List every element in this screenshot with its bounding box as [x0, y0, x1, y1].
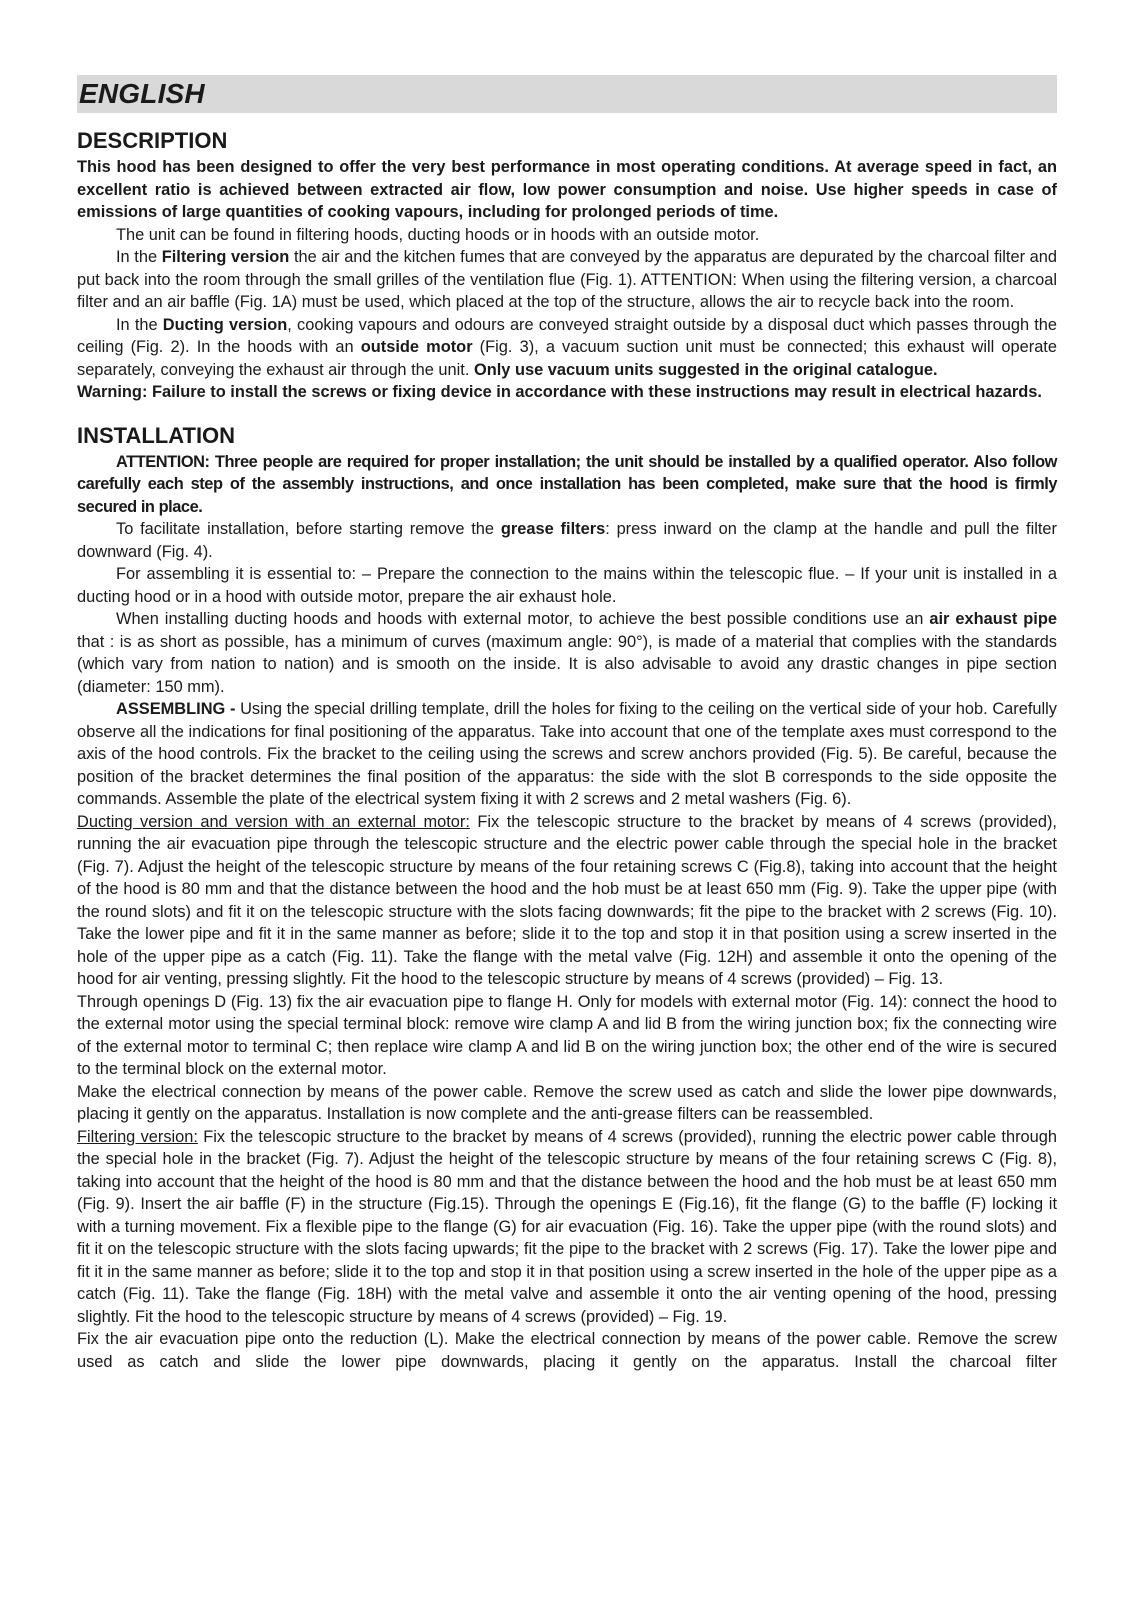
underlined-term-filtering-version: Filtering version: [77, 1127, 198, 1146]
installation-heading: INSTALLATION [77, 422, 236, 448]
installation-assembling [77, 698, 1057, 811]
text-run: Fix the telescopic structure to the bracket by means of 4 screws (provided), running the air evacuation pipe through the telescopic structure and the electric power cable through the special hole in the bracket (Fig. 7). Adjust the height of the telescopic structure by means of the four retaining screws C (Fig.8), taking into account that the height of the hood is 80 mm and that the distance between the hood and the hob must be at least 650 mm (Fig. 9). Take the upper pipe (with the round slots) and fit it on the telescopic structure with the slots facing downwards; fit the pipe to the bracket with 2 screws (Fig. 10). Take the lower pipe and fit it in the same manner as before; slide it to the top and stop it in that position using a screw inserted in the hole of the upper pipe as a catch (Fig. 11). Take the flange with the metal valve (Fig. 12H) and assemble it onto the opening of the hood for air venting, pressing slightly. Fit the hood to the telescopic structure by means of 4 screws (provided) – Fig. 13. [77, 812, 1057, 988]
installation-paragraph-final: Fix the air evacuation pipe onto the reduction (L). Make the electrical connection by means of the power cable. Remove the screw used as catch and slide the lower pipe downwards, placing it gently on the apparatus. Install the charcoal filter [77, 1330, 1057, 1371]
text-run: In the [116, 248, 162, 266]
installation-paragraph-2: For assembling it is essential to: – Prepare the connection to the mains within the telescopic flue. – If your unit is installed in a ducting hood or in a hood with outside motor, prepare the air exhaust hole. [77, 565, 1057, 606]
installation-section [77, 421, 1057, 1374]
text-run: , cooking vapours and odours are conveyed straight outside by a disposal duct which passes through the ceiling (Fig. 2). In the hoods with an [77, 315, 1058, 356]
text-run: In the [116, 315, 163, 334]
text-run: : press inward on the clamp at the handle and pull the filter downward (Fig. 4). [77, 520, 1058, 561]
language-banner [77, 75, 1057, 113]
description-paragraph-2 [77, 246, 1057, 314]
bold-term-filtering-version: Filtering version [161, 248, 290, 266]
installation-paragraph-3 [77, 608, 1057, 698]
installation-paragraph-electrical: Make the electrical connection by means of the power cable. Remove the screw used as catch and slide the lower pipe downwards, placing it gently on the apparatus. Installation is now complete and the anti-grease filters can be reassembled. [77, 1082, 1057, 1123]
text-run: the air and the kitchen fumes that are conveyed by the apparatus are depurated by the charcoal filter and put back into the room through the small grilles of the ventilation flue (Fig. 1). ATTENTION: When using the filtering version, a charcoal filter and an air baffle (Fig. 1A) must be used, which placed at the top of the structure, allows the air to recycle back into the room. [77, 248, 1058, 311]
installation-paragraph-openings-d: Through openings D (Fig. 13) fix the air evacuation pipe to flange H. Only for models with external motor (Fig. 14): connect the hood to the external motor using the special terminal block: remove wire clamp A and lid B from the wiring junction box; fix the connecting wire of the external motor to terminal C; then replace wire clamp A and lid B on the wiring junction box; the other end of the wire is secured to the terminal block on the external motor. [77, 992, 1057, 1078]
bold-term-air-exhaust-pipe: air exhaust pipe [929, 610, 1057, 628]
bold-term-ducting-version: Ducting version [162, 315, 288, 334]
description-warning: Warning: Failure to install the screws or fixing device in accordance with these instructions may result in electrical hazards. [77, 383, 1042, 401]
description-paragraph-3 [77, 314, 1057, 382]
description-section [77, 126, 1057, 404]
installation-ducting-version [77, 811, 1057, 991]
language-title: ENGLISH [79, 78, 205, 109]
text-run: that : is as short as possible, has a minimum of curves (maximum angle: 90°), is made of a material that complies with the standards (which vary from nation to nation) and is smooth on the inside. It is also advisable to avoid any drastic changes in pipe section (diameter: 150 mm). [77, 632, 1057, 696]
bold-term-assembling: ASSEMBLING - [116, 700, 241, 718]
manual-page [77, 75, 1057, 1373]
text-run: Fix the telescopic structure to the bracket by means of 4 screws (provided), running the electric power cable through the special hole in the bracket (Fig. 7). Adjust the height of the telescopic structure by means of the four retaining screws C (Fig. 8), taking into account that the height of the hood is 80 mm and that the distance between the hood and the hob must be at least 650 mm (Fig. 9). Insert the air baffle (F) in the structure (Fig.15). Through the openings E (Fig.16), fit the flange (G) to the baffle (F) locking it with a turning movement. Fix a flexible pipe to the flange (G) for air evacuation (Fig. 16). Take the upper pipe (with the round slots) and fit it on the telescopic structure with the slots facing upwards; fit the pipe to the bracket with 2 screws (Fig. 17). Take the lower pipe and fit it in the same manner as before; slide it to the top and stop it in that position using a screw inserted in the hole of the upper pipe as a catch (Fig. 11). Take the flange (Fig. 18H) with the metal valve and assemble it onto the air venting opening of the hood, pressing slightly. Fit the hood to the telescopic structure by means of 4 screws (provided) – Fig. 19. [77, 1127, 1057, 1326]
underlined-term-ducting-version: Ducting version and version with an external motor: [77, 812, 470, 831]
description-paragraph-1: The unit can be found in filtering hoods, ducting hoods or in hoods with an outside motor. [116, 225, 760, 244]
text-run: Using the special drilling template, drill the holes for fixing to the ceiling on the vertical side of your hob. Carefully observe all the indications for final positioning of the apparatus. Take into account that one of the template axes must correspond to the axis of the hood controls. Fix the bracket to the ceiling using the screws and screw anchors provided (Fig. 5). Be careful, because the position of the bracket determines the final position of the apparatus: the side with the slot B corresponds to the side opposite the commands. Assemble the plate of the electrical system fixing it with 2 screws and 2 metal washers (Fig. 6). [77, 700, 1057, 808]
text-run: To facilitate installation, before starting remove the [116, 520, 501, 538]
installation-filtering-version [77, 1126, 1057, 1329]
description-intro: This hood has been designed to offer the very best performance in most operating conditions. At average speed in fact, an excellent ratio is achieved between extracted air flow, low power consumption and noise. Use higher speeds in case of emissions of large quantities of cooking vapours, including for prolonged periods of time. [77, 158, 1057, 221]
bold-note-vacuum-units: Only use vacuum units suggested in the original catalogue. [473, 360, 938, 379]
installation-paragraph-1 [77, 518, 1057, 563]
description-heading: DESCRIPTION [77, 128, 228, 153]
installation-attention: ATTENTION: Three people are required for proper installation; the unit should be installed by a qualified operator. Also follow carefully each step of the assembly instructions, and once installation has been completed, make sure that the hood is firmly secured in place. [77, 452, 1057, 516]
text-run: (Fig. 3), a vacuum suction unit must be connected; this exhaust will operate separately, conveying the exhaust air through the unit. [77, 338, 1057, 379]
text-run: When installing ducting hoods and hoods with external motor, to achieve the best possible conditions use an [116, 610, 930, 628]
bold-term-grease-filters: grease filters [500, 520, 606, 538]
bold-term-outside-motor: outside motor [360, 338, 473, 356]
